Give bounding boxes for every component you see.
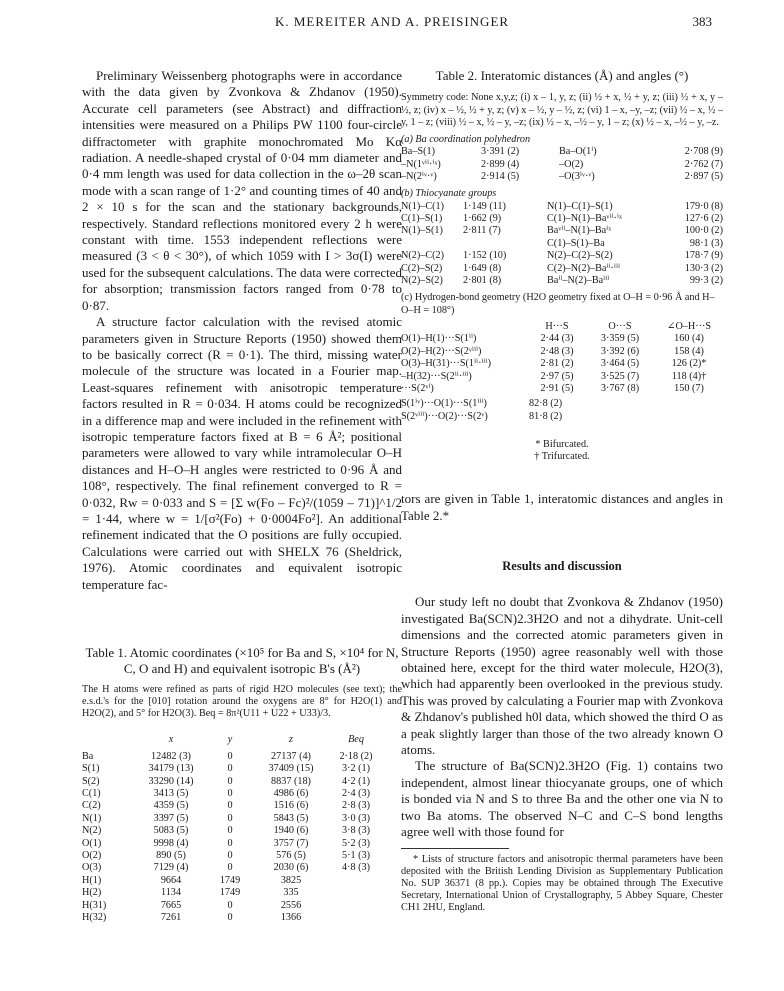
table1-header: z	[289, 734, 293, 746]
table-cell: 3397 (5)	[153, 812, 189, 824]
table-cell: 82·8 (2)	[529, 398, 563, 410]
hbond-header: H···S	[545, 320, 569, 332]
table-cell: 0	[227, 899, 233, 911]
table-cell: 2·811 (7)	[463, 225, 501, 237]
table-cell: 3757 (7)	[273, 837, 309, 849]
table-cell: S(2ᵛⁱⁱⁱ)···O(2)···S(2ᵛ)	[401, 410, 488, 422]
table-row	[401, 333, 723, 345]
table-cell: 335	[283, 887, 299, 899]
table-cell: N(1)–C(1)	[401, 200, 445, 212]
table-cell	[330, 900, 382, 912]
table-row	[401, 263, 723, 275]
table2-section-b-table	[401, 201, 723, 288]
table-cell: 2·8 (3)	[341, 800, 370, 812]
table-cell: C(1)–S(1)–Ba	[547, 237, 605, 249]
table-cell: 0	[227, 912, 233, 924]
table-cell: 2·708 (9)	[684, 146, 723, 158]
table-cell: H(1)	[82, 874, 102, 886]
table-cell: 3·464 (5)	[600, 358, 640, 370]
table-cell: 2·899 (4)	[481, 158, 520, 170]
footnote-rule	[401, 848, 509, 849]
table-cell: 7261	[160, 912, 182, 924]
table-row	[82, 800, 382, 812]
table1-header: x	[168, 734, 174, 746]
table-cell: S(1)	[82, 763, 100, 775]
table-row	[401, 383, 723, 395]
table-row	[401, 346, 723, 358]
table-cell: N(2)–C(2)–S(2)	[547, 250, 613, 262]
table-cell: 27137 (4)	[271, 750, 311, 762]
table-cell: S(2)	[82, 775, 100, 787]
table-cell: –O(3ⁱᵛ·ᵛ)	[559, 171, 595, 183]
table-cell: Baᵛⁱⁱ–N(1)–Baⁱˣ	[547, 225, 612, 237]
table-cell: C(1)–S(1)	[401, 213, 443, 225]
table1-note: The H atoms were refined as parts of rigid H2O molecules (see text); the e.s.d.'s for the [010] rotation around the oxygens are 8° for H2O(1) and H2O(2), and 5° for H2O(3). Beq = 8π²(U11 + U22 + U33)/3.	[82, 683, 402, 720]
deposition-footnote: * Lists of structure factors and anisotropic thermal parameters have been deposited with the British Lending Division as Supplementary Publication No. SUP 36371 (8 pp.). Copies may be obtained through The Executive Secretary, International Union of Crystallography, 5 Abbey Square, Chester CH1 2HU, England.	[401, 854, 723, 914]
hbond-header: ∠O–H···S	[666, 320, 712, 332]
table-cell: 3·2 (1)	[341, 763, 370, 775]
table-cell: 3·525 (7)	[600, 370, 640, 382]
table-cell: 2030 (6)	[273, 862, 309, 874]
table-cell: 127·6 (2)	[684, 213, 723, 225]
table-cell: 3·0 (3)	[341, 812, 370, 824]
table-cell: N(1)	[82, 812, 102, 824]
table-cell: 5·2 (3)	[341, 837, 370, 849]
table-cell: 2·18 (2)	[339, 750, 373, 762]
table-row	[82, 850, 382, 862]
table-cell: 2·91 (5)	[540, 382, 574, 394]
table-cell	[463, 238, 547, 250]
table-row	[401, 238, 723, 250]
table-cell: S(1ⁱᵛ)···O(1)···S(1ⁱⁱⁱ)	[401, 398, 487, 410]
table-row	[82, 838, 382, 850]
table-cell: N(1)–S(1)	[401, 225, 443, 237]
table-cell: Ba	[82, 750, 94, 762]
hbond-header: O···S	[608, 320, 632, 332]
table-cell: Ba–S(1)	[401, 146, 435, 158]
table-row	[82, 912, 382, 924]
table2-title: Table 2. Interatomic distances (Å) and angles (°)	[435, 68, 689, 83]
table-row	[401, 171, 723, 183]
table-cell: 179·0 (8)	[684, 200, 723, 212]
table-cell: 4·8 (3)	[341, 862, 370, 874]
table-cell: –H(32)···S(2ⁱⁱ·ⁱⁱⁱ)	[401, 370, 472, 382]
table-cell: N(2)–S(2)	[401, 275, 443, 287]
table-cell: 2·801 (8)	[463, 275, 502, 287]
table-cell	[330, 887, 382, 899]
table-cell: 4·2 (1)	[341, 775, 370, 787]
table2-section-c-table	[401, 321, 723, 395]
table-cell: Ba–O(1ⁱ)	[559, 146, 597, 158]
table-cell: 126 (2)*	[671, 358, 707, 370]
table-cell	[330, 875, 382, 887]
table-cell: H(31)	[82, 899, 107, 911]
page-header	[0, 14, 784, 34]
footnote-trifurcated: † Trifurcated.	[534, 451, 590, 463]
table-cell: 1·649 (8)	[463, 262, 502, 274]
table-cell: 0	[227, 812, 233, 824]
page-number: 383	[692, 14, 712, 29]
table-cell: 158 (4)	[674, 345, 704, 357]
table-cell: –O(2)	[559, 158, 584, 170]
table-cell: 2·81 (2)	[540, 358, 574, 370]
table-cell: 1134	[161, 887, 181, 899]
table-cell: 1·149 (11)	[463, 200, 506, 212]
table-row	[401, 146, 723, 158]
table-cell: 34179 (13)	[148, 763, 194, 775]
symmetry-code: Symmetry code: None x,y,z; (i) x – 1, y, z; (ii) ½ + x, ½ + y, z; (iii) ½ + x, y – ½, z; (iv) x – ½, ½ + y, z; (v) x – ½, y – ½, z; (vi) 1 – x, –y, –z; (vii) ½ – x, ½ – y, 1 – z; (viii) ½ – x, ½ – y, –z; (ix) ½ – x, –½ – y, 1 – z; (x) ½ – x, –½ – y, –z.	[401, 92, 723, 128]
angle-table	[401, 398, 562, 423]
table-row	[401, 398, 562, 410]
table-cell: 3413 (5)	[153, 788, 189, 800]
table-row	[82, 813, 382, 825]
table-cell: 2·897 (5)	[684, 171, 723, 183]
paragraph-methods: Preliminary Weissenberg photographs were in accordance with the data given by Zvonkova & Zhdanov (1950). Accurate cell parameters (see Abstract) and diffraction intensities were measured on a Philips PW 1100 four-circle diffractometer with graphite monochromated Mo Kα radiation. A needle-shaped crystal of 0·04 mm diameter and 0·4 mm length was used for data collection in the ω–2θ scan mode with a scan range of 1·2° and counting times of 40 and 2 × 10 s for the scan and the stationary backgrounds, respectively. Standard reflections monitored every 2 h were constant with time. 1553 independent reflections were measured (3 < θ < 30°), of which 1059 with I > 3σ(I) were used for the subsequent calculations. The data were corrected for absorption; transmission factors ranged from 0·78 to 0·87.	[82, 68, 402, 313]
table-row	[401, 371, 723, 383]
table-cell: 1366	[280, 912, 302, 924]
table-cell: 7665	[160, 899, 182, 911]
table-cell: O(3)	[82, 862, 102, 874]
table-cell: 98·1 (3)	[689, 237, 723, 249]
table1-header-row	[82, 734, 382, 750]
table-cell	[330, 912, 382, 924]
paragraph-continuation: tors are given in Table 1, interatomic distances and angles in Table 2.*	[401, 491, 723, 523]
table-cell: 3·8 (3)	[341, 825, 370, 837]
table-cell: 2·48 (3)	[540, 345, 574, 357]
table-row	[401, 159, 723, 171]
table-cell: 178·7 (9)	[684, 250, 723, 262]
table-cell: 130·3 (2)	[684, 262, 723, 274]
paragraph-refinement: A structure factor calculation with the revised atomic parameters given in Structure Reports (1950) showed them to be basically correct (R = 0·1). The third, missing water molecule of the structure was located in a Fourier map. Least-squares refinement with anisotropic temperature factors resulted in R = 0·034. H atoms could be recognized in a difference map and were included in the refinement with isotropic temperature factors fixed at B = 6 Å²; positional parameters were allowed to vary while intramolecular O–H distances and H–O–H angles were restricted to 0·96 Å and 108°, respectively. The final refinement converged to R = 0·032, Rw = 0·033 and S = [Σ w(Fo – Fc)²/(1059 – 71)]^1/2 = 1·44, where w = 1/[σ²(Fo) + 0·0004Fo²]. An additional refinement indicated that the O positions are fully occupied. Calculations were carried out with SHELX 76 (Sheldrick, 1976). Atomic coordinates and equivalent isotropic temperature fac-	[82, 314, 402, 592]
table-row	[401, 225, 723, 237]
table1-title: Table 1. Atomic coordinates (×10⁵ for Ba and S, ×10⁴ for N, C, O and H) and equivalent isotropic B's (Å²)	[85, 645, 399, 677]
table-cell: 100·0 (2)	[684, 225, 723, 237]
paragraph-structure: The structure of Ba(SCN)2.3H2O (Fig. 1) contains two independent, almost linear thiocyanate groups, one of which is bonded via N and S to three Ba and the other one via N to two Ba atoms. The observed N–C and C–S bond lengths agree well with those found for	[401, 758, 723, 840]
table-cell: 0	[227, 750, 233, 762]
table2-footnotes	[401, 439, 723, 463]
table-cell: O(2)	[82, 850, 102, 862]
section-heading: Results and discussion	[502, 558, 622, 573]
table-cell: 2·4 (3)	[341, 788, 370, 800]
table-row	[82, 887, 382, 899]
table-cell: 2·762 (7)	[684, 158, 723, 170]
table1-body	[82, 751, 382, 925]
table-cell: –N(2ⁱᵛ·ᵛ)	[401, 171, 437, 183]
table-cell: 37409 (15)	[268, 763, 314, 775]
table-row	[82, 776, 382, 788]
table-cell: 150 (7)	[674, 382, 704, 394]
table1	[82, 734, 382, 924]
table-cell: 1·152 (10)	[463, 250, 507, 262]
table-cell: 3·359 (5)	[600, 333, 640, 345]
table-cell: 1749	[219, 874, 241, 886]
table-cell: O(3)–H(31)···S(1ⁱⁱ·ⁱⁱⁱ)	[401, 358, 492, 370]
paragraph-results: Our study left no doubt that Zvonkova & Zhdanov (1950) investigated Ba(SCN)2.3H2O and not a dihydrate. Unit-cell dimensions and the corrected atomic parameters given in Structure Reports (1950) agree reasonably well with those obtained here, except for the third water molecule, H2O(3), which had apparently been overlooked in the previous study. This was proved by calculating a Fourier map with Zvonkova & Zhdanov's published h0l data, which showed the third O as a peak slightly larger than those of the two already known O atoms.	[401, 594, 723, 758]
table-cell: 0	[227, 800, 233, 812]
table1-header: Beq	[348, 734, 364, 746]
table-cell: ···S(2ᵛⁱ)	[401, 382, 434, 394]
table-cell: 3·767 (8)	[600, 382, 640, 394]
table-cell: 5·1 (3)	[341, 850, 370, 862]
table1-header: y	[227, 734, 233, 746]
table-cell: C(2)–S(2)	[401, 262, 443, 274]
table-cell: C(1)	[82, 788, 101, 800]
table-cell: N(2)–C(2)	[401, 250, 445, 262]
table-cell: 118 (4)†	[671, 370, 707, 382]
table2-section-c: (c) Hydrogen-bond geometry (H2O geometry fixed at O–H = 0·96 Å and H–O–H = 108°)	[401, 292, 715, 316]
table-cell: 5083 (5)	[153, 825, 189, 837]
table-cell: O(1)–H(1)···S(1ⁱⁱ)	[401, 333, 477, 345]
table-cell: 9664	[160, 874, 182, 886]
table-cell: 7129 (4)	[153, 862, 189, 874]
table-row	[401, 201, 723, 213]
table-cell: 1516 (6)	[273, 800, 309, 812]
table-cell: N(1)–C(1)–S(1)	[547, 200, 613, 212]
table-row	[82, 788, 382, 800]
table-cell: 1940 (6)	[273, 825, 309, 837]
table-cell: 0	[227, 837, 233, 849]
table-cell: 0	[227, 775, 233, 787]
table-cell: Baⁱⁱ–N(2)–Baⁱⁱⁱ	[547, 275, 610, 287]
right-column	[401, 68, 723, 914]
table-cell: 3·392 (6)	[600, 345, 640, 357]
table-cell: 0	[227, 825, 233, 837]
table-cell: 2556	[280, 899, 302, 911]
table-cell: C(2)	[82, 800, 101, 812]
table-cell: 99·3 (2)	[689, 275, 723, 287]
table-cell: 0	[227, 763, 233, 775]
table-cell: 3825	[280, 874, 302, 886]
table-row	[82, 751, 382, 763]
table2-section-a: (a) Ba coordination polyhedron	[401, 134, 531, 146]
table-cell: 1749	[219, 887, 241, 899]
table-cell: C(1)–N(1)–Baᵛⁱⁱ·ⁱˣ	[547, 213, 622, 225]
table-cell: H(2)	[82, 887, 102, 899]
table2-section-b: (b) Thiocyanate groups	[401, 188, 497, 200]
table-cell: O(1)	[82, 837, 102, 849]
table-cell: 5843 (5)	[273, 812, 309, 824]
table-cell: H(32)	[82, 912, 107, 924]
table-cell	[401, 238, 463, 250]
table-cell: 0	[227, 850, 233, 862]
table-cell: 2·44 (3)	[540, 333, 574, 345]
table-cell: 4986 (6)	[273, 788, 309, 800]
table-cell: O(2)–H(2)···S(2ᵛⁱⁱⁱ)	[401, 345, 482, 357]
table-cell: 81·8 (2)	[529, 410, 563, 422]
table-row	[401, 250, 723, 262]
table-cell: 9998 (4)	[153, 837, 189, 849]
table-row	[401, 213, 723, 225]
left-column	[82, 68, 402, 925]
table-cell: C(2)–N(2)–Baⁱⁱ·ⁱⁱⁱ	[547, 262, 621, 274]
table-cell: 576 (5)	[276, 850, 306, 862]
table-row	[401, 411, 562, 423]
running-title: K. MEREITER AND A. PREISINGER	[274, 14, 510, 29]
table-cell: 2·914 (5)	[481, 171, 520, 183]
table-row	[401, 275, 723, 287]
table-cell: 2·97 (5)	[540, 370, 574, 382]
table-cell: 1·662 (9)	[463, 213, 502, 225]
table-cell: 160 (4)	[674, 333, 704, 345]
table-row	[401, 358, 723, 370]
table-cell: 33290 (14)	[148, 775, 194, 787]
table-row	[82, 825, 382, 837]
footnote-bifurcated: * Bifurcated.	[535, 439, 589, 451]
table-row	[82, 900, 382, 912]
table-cell: N(2)	[82, 825, 102, 837]
table-cell: 3·391 (2)	[481, 146, 520, 158]
table-cell: 8837 (18)	[271, 775, 311, 787]
table-cell: 0	[227, 862, 233, 874]
table-cell: 4359 (5)	[153, 800, 189, 812]
table-row	[82, 875, 382, 887]
table-cell: 890 (5)	[156, 850, 186, 862]
table-cell: 0	[227, 788, 233, 800]
table-cell: 12482 (3)	[151, 750, 191, 762]
table-row	[82, 763, 382, 775]
table2-section-a-table	[401, 146, 723, 183]
table-row	[82, 862, 382, 874]
table-cell: –N(1ᵛⁱⁱ·ⁱˣ)	[401, 158, 441, 170]
